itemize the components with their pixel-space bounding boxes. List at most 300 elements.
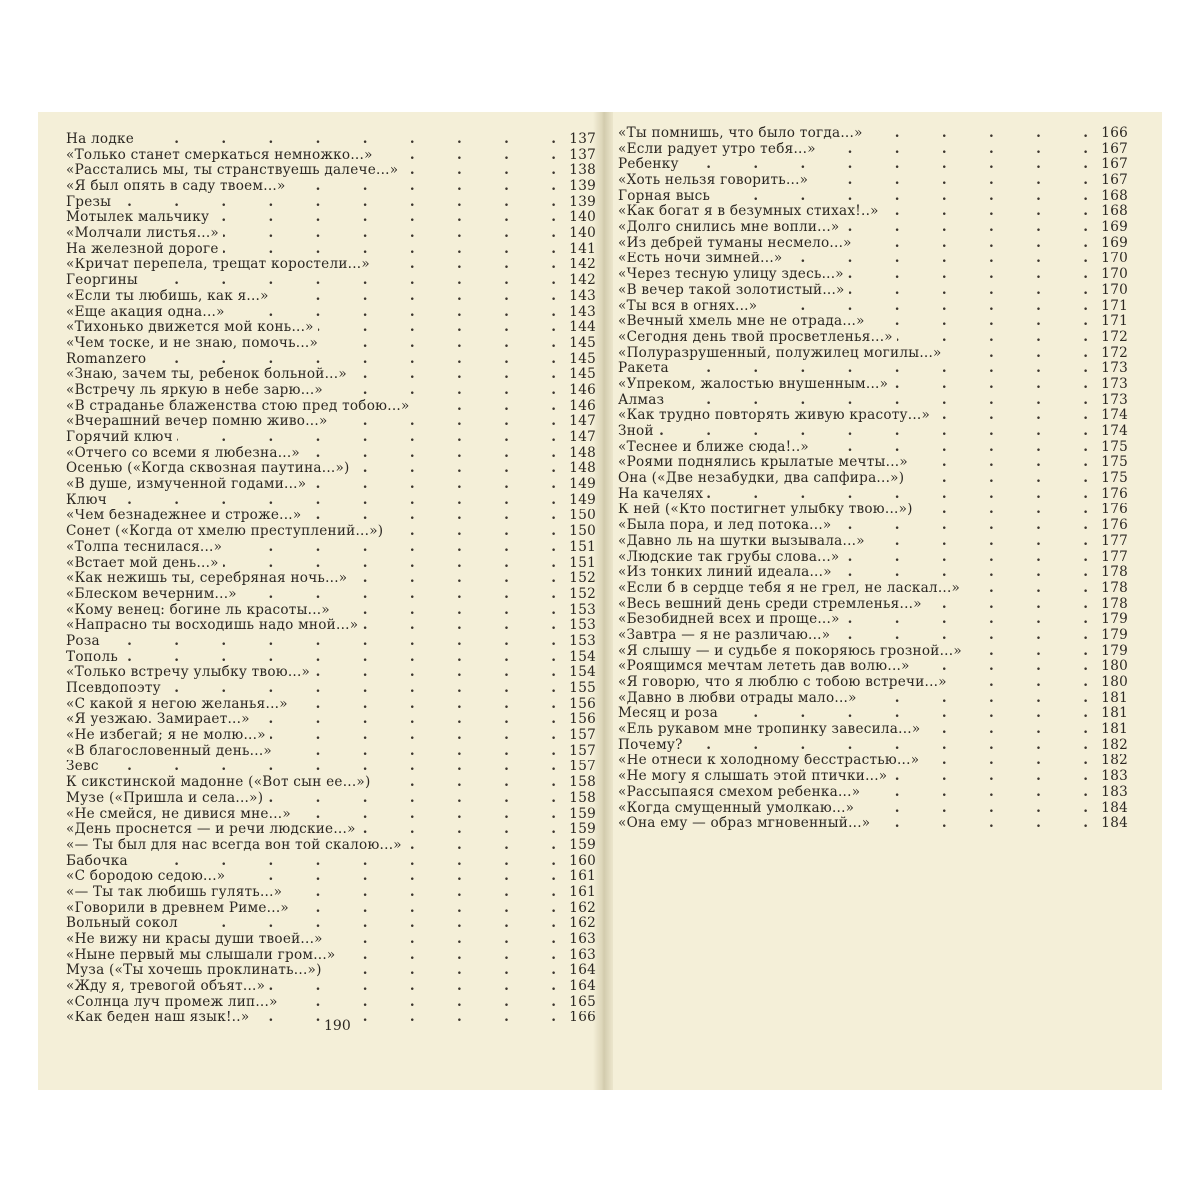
toc-entry-page: 153 [569,602,596,618]
toc-entry-title: «Говорили в древнем Риме...» [66,900,289,916]
toc-entry-page: 147 [569,430,596,446]
toc-entry-title: Сонет («Когда от хмелю преступлений...») [66,524,384,540]
dot-leader [856,236,1090,252]
toc-entry-title: «Напрасно ты восходишь надо мной...» [66,618,359,634]
toc-entry [66,869,596,885]
dot-leader [946,346,1090,362]
toc-entry-page: 175 [1101,455,1128,471]
toc-entry [66,775,596,791]
toc-entry [66,681,596,697]
toc-entry-page: 154 [569,649,596,665]
toc-entry [66,838,596,854]
dot-leader [897,330,1090,346]
toc-entry-page: 164 [569,963,596,979]
dot-leader [835,518,1090,534]
toc-entry-page: 137 [569,147,596,163]
toc-entry [618,377,1128,393]
toc-entry [618,314,1128,330]
toc-entry [66,540,596,556]
toc-entry [66,273,596,289]
toc-entry-page: 180 [1101,659,1128,675]
toc-entry-page: 155 [569,681,596,697]
toc-entry [618,612,1128,628]
toc-entry-title: «В вечер такой золотистый...» [618,282,845,298]
dot-leader [351,367,558,383]
dot-leader [332,414,558,430]
toc-entry-title: «Вечный хмель мне не отрада...» [618,314,865,330]
toc-entry-page: 151 [569,539,596,555]
dot-leader [142,273,558,289]
toc-entry-title: На железной дороге [66,241,219,257]
dot-leader [722,706,1090,722]
toc-entry-page: 150 [569,524,596,540]
toc-entry-title: «Роями поднялись крылатые мечты...» [618,455,908,471]
toc-entry-page: 178 [1101,565,1128,581]
toc-entry-page: 166 [1101,126,1128,141]
dot-leader [843,550,1090,566]
dot-leader [812,173,1090,189]
dot-leader [912,455,1090,471]
toc-entry-title: «День проснется — и речи людские...» [66,822,356,838]
toc-entry-title: «Я говорю, что я люблю с тобою встречи...» [618,675,947,691]
dot-leader [310,477,558,493]
toc-entry-page: 176 [1101,502,1128,518]
toc-entry [66,916,596,932]
dot-leader [290,179,558,195]
toc-entry-title: Romanzero [66,351,147,367]
toc-entry-page: 180 [1101,675,1128,691]
toc-entry-page: 177 [1101,533,1128,549]
toc-entry-title: Роза [66,634,100,649]
toc-entry [618,518,1128,534]
toc-entry-page: 176 [1101,518,1128,534]
right-page-contents [618,126,1128,832]
dot-leader [934,408,1090,424]
toc-entry [66,901,596,917]
toc-entry-page: 182 [1101,753,1128,769]
dot-leader [165,681,558,697]
toc-entry [66,556,596,572]
toc-entry-title: К ней («Кто постигнет улыбку твою...») [618,502,913,518]
toc-entry [618,550,1128,566]
toc-entry-page: 156 [569,696,596,712]
toc-entry [618,471,1128,487]
toc-entry [618,816,1128,832]
toc-entry [66,791,596,807]
toc-entry-title: Бабочка [66,853,128,869]
dot-leader [229,305,558,321]
toc-entry-title: «Как беден наш язык!..» [66,1010,250,1026]
toc-entry-title: «Не могу я слышать этой птички...» [618,769,888,785]
dot-leader [908,471,1090,487]
toc-entry-title: «Кому венец: богине ль красоты...» [66,602,330,618]
toc-entry-page: 158 [569,775,596,791]
toc-entry [66,963,596,979]
toc-entry [66,132,596,148]
toc-entry-title: «Тихонько движется мой конь...» [66,320,314,336]
toc-entry [618,283,1128,299]
toc-entry [66,665,596,681]
dot-leader [951,675,1090,691]
toc-entry [618,267,1128,283]
toc-entry-page: 173 [1101,377,1128,392]
toc-entry-page: 158 [569,790,596,806]
toc-entry [66,760,596,776]
toc-entry-page: 159 [569,822,596,838]
toc-entry-page: 154 [569,665,596,681]
dot-leader [867,126,1090,142]
toc-entry-page: 139 [569,194,596,210]
toc-entry-title: Зной [618,424,654,440]
toc-entry-title: Алмаз [618,392,665,408]
toc-entry-title: Горячий ключ [66,430,173,446]
toc-entry-page: 157 [569,759,596,775]
dot-leader [714,189,1090,205]
toc-entry-title: «Я был опять в саду твоем...» [66,179,286,195]
toc-entry [618,597,1128,613]
dot-leader [861,691,1090,707]
toc-entry-title: «Ель рукавом мне тропинку завесила...» [618,722,921,738]
toc-entry-page: 150 [569,508,596,524]
toc-entry-page: 169 [1101,220,1128,236]
toc-entry [618,738,1128,754]
toc-entry [618,142,1128,158]
toc-entry [66,210,596,226]
toc-entry-title: «В страданье блаженства стою пред тобою...» [66,398,410,414]
toc-entry-page: 181 [1101,722,1128,738]
toc-entry [66,305,596,321]
toc-entry-page: 171 [1101,314,1128,330]
toc-entry [66,414,596,430]
toc-entry-page: 146 [569,398,596,414]
toc-entry-title: «Ты помнишь, что было тогда...» [618,126,863,141]
toc-entry-title: Месяц и роза [618,706,719,722]
dot-leader [177,430,558,446]
toc-entry [618,628,1128,644]
toc-entry-title: Грезы [66,194,112,210]
dot-leader [891,769,1090,785]
toc-entry-title: «Отчего со всеми я любезна...» [66,445,300,461]
toc-entry-title: «Людские так грубы слова...» [618,549,840,565]
toc-entry-page: 152 [569,571,596,587]
toc-entry [618,408,1128,424]
toc-entry-page: 138 [569,163,596,179]
dot-leader [213,210,558,226]
toc-entry [66,634,596,650]
dot-leader [182,916,558,932]
toc-entry [66,446,596,462]
toc-entry [66,461,596,477]
toc-entry-page: 157 [569,728,596,744]
toc-entry [66,430,596,446]
dot-leader [318,320,558,336]
toc-entry-page: 143 [569,304,596,320]
toc-entry [66,226,596,242]
toc-entry [618,801,1128,817]
toc-entry-page: 167 [1101,141,1128,157]
dot-leader [241,587,558,603]
toc-entry-title: «Еще акация одна...» [66,304,225,320]
toc-entry-title: «Как нежишь ты, серебряная ночь...» [66,571,348,587]
toc-entry-page: 173 [1101,361,1128,377]
toc-entry-title: «Если ты любишь, как я...» [66,288,269,304]
toc-entry-title: «Встает мой день...» [66,555,219,571]
toc-entry-title: «Сегодня день твой просветленья...» [618,329,893,345]
toc-entry-page: 156 [569,712,596,728]
toc-entry [66,571,596,587]
toc-entry-page: 141 [569,241,596,257]
toc-entry-title: Псевдопоэту [66,681,161,697]
toc-entry-title: «Как трудно повторять живую красоту...» [618,408,931,424]
toc-entry [618,299,1128,315]
dot-leader [843,220,1090,236]
toc-entry-title: Осенью («Когда сквозная паутина...») [66,461,350,477]
toc-entry-page: 162 [569,916,596,932]
toc-entry-page: 149 [569,492,596,508]
dot-leader [849,283,1090,299]
toc-entry-title: Почему? [618,737,683,753]
left-page-contents [66,132,596,1026]
dot-leader [115,195,558,211]
dot-leader [273,289,558,305]
dot-leader [322,336,558,352]
toc-entry-title: «В душе, измученной годами...» [66,477,307,493]
toc-entry [66,242,596,258]
toc-entry-page: 145 [569,351,596,367]
toc-entry-page: 146 [569,383,596,398]
toc-entry-title: «Не избегай; я не молю...» [66,728,266,744]
toc-entry [618,534,1128,550]
toc-entry-title: Ракета [618,361,669,377]
toc-entry [66,179,596,195]
toc-entry-page: 181 [1101,690,1128,706]
toc-entry-title: «Только станет смеркаться немножко...» [66,147,373,163]
dot-leader [276,744,558,760]
dot-leader [966,644,1090,660]
dot-leader [761,299,1090,315]
dot-leader [683,157,1090,173]
dot-leader [926,597,1090,613]
toc-entry-title: «Молчали листья...» [66,226,220,242]
toc-entry-page: 147 [569,414,596,430]
dot-leader [223,242,558,258]
toc-entry [618,581,1128,597]
toc-entry [618,675,1128,691]
dot-leader [269,979,558,995]
toc-entry-title: К сикстинской мадонне («Вот сын ее...») [66,775,371,791]
toc-entry [66,603,596,619]
toc-entry-page: 149 [569,477,596,493]
page-number: 190 [324,1018,351,1034]
toc-entry [618,236,1128,252]
toc-entry-title: «Если радует утро тебя...» [618,141,816,157]
dot-leader [892,377,1090,393]
dot-leader [111,493,558,509]
dot-leader [848,267,1090,283]
toc-entry [66,289,596,305]
toc-entry-page: 137 [569,132,596,147]
toc-entry-page: 163 [569,947,596,963]
toc-entry-title: Ребенку [618,157,679,173]
toc-entry [66,744,596,760]
toc-entry-page: 139 [569,179,596,195]
dot-leader [707,487,1090,503]
dot-leader [924,722,1090,738]
dot-leader [914,659,1090,675]
toc-entry-page: 168 [1101,188,1128,204]
toc-entry-title: «Я уезжаю. Замирает...» [66,712,250,728]
toc-entry-title: «Кричат перепела, трещат коростели...» [66,257,370,273]
toc-entry-title: Мотылек мальчику [66,210,210,226]
toc-entry [618,754,1128,770]
toc-entry-page: 157 [569,743,596,759]
toc-entry-page: 161 [569,885,596,900]
toc-entry [618,126,1128,142]
toc-entry [66,854,596,870]
toc-entry-title: «Расстались мы, ты странствуешь далече...» [66,163,399,179]
toc-entry-title: «Чем безнадежнее и строже...» [66,508,302,524]
toc-entry-page: 178 [1101,580,1128,596]
toc-entry [66,979,596,995]
toc-entry-title: «Безобидней всех и проще...» [618,612,840,628]
toc-entry-page: 169 [1101,235,1128,251]
dot-leader [874,816,1090,832]
toc-entry [618,252,1128,268]
toc-entry-page: 148 [569,445,596,461]
toc-entry-page: 170 [1101,282,1128,298]
dot-leader [223,226,558,242]
toc-entry-page: 159 [569,837,596,853]
toc-entry-page: 145 [569,335,596,351]
toc-entry-title: Зевс [66,759,99,775]
toc-entry-page: 172 [1101,345,1128,361]
toc-entry-title: «Чем тоске, и не знаю, помочь...» [66,335,319,351]
toc-entry-page: 140 [569,226,596,242]
dot-leader [923,754,1090,770]
toc-entry-title: «Знаю, зачем ты, ребенок больной...» [66,367,347,383]
toc-entry [618,785,1128,801]
dot-leader [917,503,1090,519]
toc-entry-title: «Роящимся мечтам лететь дав волю...» [618,659,910,675]
toc-entry-title: «Давно ль на шутки вызывала...» [618,533,865,549]
toc-entry-title: «Если б в сердце тебя я не грел, не ласкал...» [618,580,961,596]
toc-entry-page: 151 [569,555,596,571]
toc-entry [66,618,596,634]
toc-entry-title: «— Ты так любишь гулять...» [66,885,283,900]
toc-entry-title: «Не отнеси к холодному бесстрастью...» [618,753,920,769]
toc-entry-title: «Когда смущенный умолкаю...» [618,800,855,816]
toc-entry-page: 170 [1101,267,1128,283]
toc-entry-page: 183 [1101,769,1128,785]
toc-entry [66,885,596,901]
toc-entry [618,157,1128,173]
toc-entry-title: «Жду я, тревогой объят...» [66,979,266,995]
toc-entry [618,393,1128,409]
toc-entry [618,706,1128,722]
toc-entry [66,509,596,525]
toc-entry [66,195,596,211]
toc-entry-page: 144 [569,320,596,336]
toc-entry [618,173,1128,189]
toc-entry-page: 161 [569,869,596,885]
toc-entry [618,440,1128,456]
dot-leader [286,885,558,901]
toc-entry-page: 160 [569,853,596,869]
toc-entry-page: 142 [569,257,596,273]
toc-entry [66,367,596,383]
toc-entry [66,399,596,415]
toc-entry-title: Она («Две незабудки, два сапфира...») [618,471,905,487]
toc-entry-title: Георгины [66,273,138,289]
toc-entry-page: 145 [569,367,596,383]
toc-entry-title: «В благословенный день...» [66,743,272,759]
toc-entry [618,487,1128,503]
toc-entry-page: 177 [1101,549,1128,565]
toc-entry [618,644,1128,660]
toc-entry-title: «Толпа теснилася...» [66,539,223,555]
toc-entry-title: На качелях [618,486,704,502]
dot-leader [813,440,1090,456]
dot-leader [883,204,1090,220]
dot-leader [354,461,558,477]
dot-leader [267,791,558,807]
dot-leader [414,399,558,415]
toc-entry-page: 143 [569,288,596,304]
toc-entry-title: «Хоть нельзя говорить...» [618,173,809,189]
dot-leader [122,650,558,666]
dot-leader [282,995,558,1011]
toc-entry-page: 184 [1101,816,1128,832]
toc-entry-page: 164 [569,979,596,995]
toc-entry-title: «Через тесную улицу здесь...» [618,267,844,283]
toc-entry-page: 168 [1101,204,1128,220]
toc-entry-title: «Есть ночи зимней...» [618,251,783,267]
dot-leader [375,775,558,791]
dot-leader [362,618,558,634]
dot-leader [327,932,558,948]
toc-entry-title: «Полуразрушенный, полужилец могилы...» [618,345,942,361]
toc-entry-title: «Теснее и ближе сюда!..» [618,439,809,455]
dot-leader [820,142,1090,158]
toc-entry-title: «Рассыпаяся смехом ребенка...» [618,784,861,800]
dot-leader [295,807,558,823]
toc-entry-title: «— Ты был для нас всегда вон той скалою...» [66,837,402,853]
toc-entry-page: 174 [1101,408,1128,424]
toc-entry-title: На лодке [66,132,135,147]
toc-entry-page: 176 [1101,486,1128,502]
toc-entry [66,336,596,352]
dot-leader [869,534,1090,550]
dot-leader [858,801,1090,817]
toc-entry-title: «Вчерашний вечер помню живо...» [66,414,328,430]
dot-leader [864,785,1090,801]
toc-entry [618,361,1128,377]
toc-entry-page: 170 [1101,251,1128,267]
toc-entry-page: 142 [569,273,596,289]
toc-entry [66,932,596,948]
toc-entry-page: 148 [569,461,596,477]
toc-entry-page: 179 [1101,612,1128,628]
dot-leader [834,628,1090,644]
dot-leader [293,901,558,917]
toc-entry-page: 179 [1101,643,1128,659]
toc-entry [618,722,1128,738]
toc-entry-title: «Как богат я в безумных стихах!..» [618,204,879,220]
toc-entry-title: «Блеском вечерним...» [66,586,237,602]
toc-entry-title: «Долго снились мне вопли...» [618,220,840,236]
toc-entry [618,220,1128,236]
toc-entry-title: «Давно в любви отрады мало...» [618,690,857,706]
